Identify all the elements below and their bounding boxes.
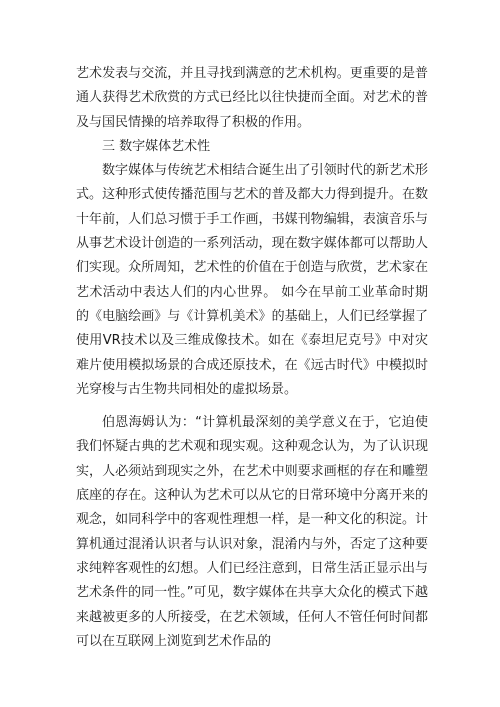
document-body [76,62,428,654]
section-heading: 三 数字媒体艺术性 [102,138,211,154]
paragraph-2: 数字媒体与传统艺术相结合诞生出了引领时代的新艺术形式。这种形式使传播范围与艺术的普及都大力得到提升。在数十年前，人们总习惯于手工作画，书媒刊物编辑，表演音乐与从事艺术设计创造的一系列活动，现在数字媒体都可以帮助人们实现。众所周知，艺术性的价值在于创造与欣赏，艺术家在艺术活动中表达人们的内心世界。 如今在早前工业革命时期的《电脑绘画》与《计算机美术》的基础上，人们已经掌握了使用VR技术以及三维成像技术。如在《泰坦尼克号》中对灾难片使用模拟场景的合成还原技术，在《远古时代》中模拟时光穿梭与古生物共同相处的虚拟场景。 [76,163,428,397]
paragraph-3: 伯恩海姆认为：“计算机最深刻的美学意义在于，它迫使我们怀疑古典的艺术观和现实观。这种观念认为，为了认识现实，人必须站到现实之外，在艺术中则要求画框的存在和雕塑底座的存在。这种认为艺术可以从它的日常环境中分离开来的观念，如同科学中的客观性理想一样，是一种文化的积淀。计算机通过混淆认识者与认识对象，混淆内与外，否定了这种要求纯粹客观性的幻想。人们已经注意到，日常生活正显示出与艺术条件的同一性。”可见，数字媒体在共享大众化的模式下越来越被更多的人所接受，在艺术领域，任何人不管任何时间都可以在互联网上浏览到艺术作品的 [76,415,428,649]
paragraph-1: 艺术发表与交流，并且寻找到满意的艺术机构。更重要的是普通人获得艺术欣赏的方式已经比以往快捷而全面。对艺术的普及与国民情操的培养取得了积极的作用。 [76,66,428,130]
